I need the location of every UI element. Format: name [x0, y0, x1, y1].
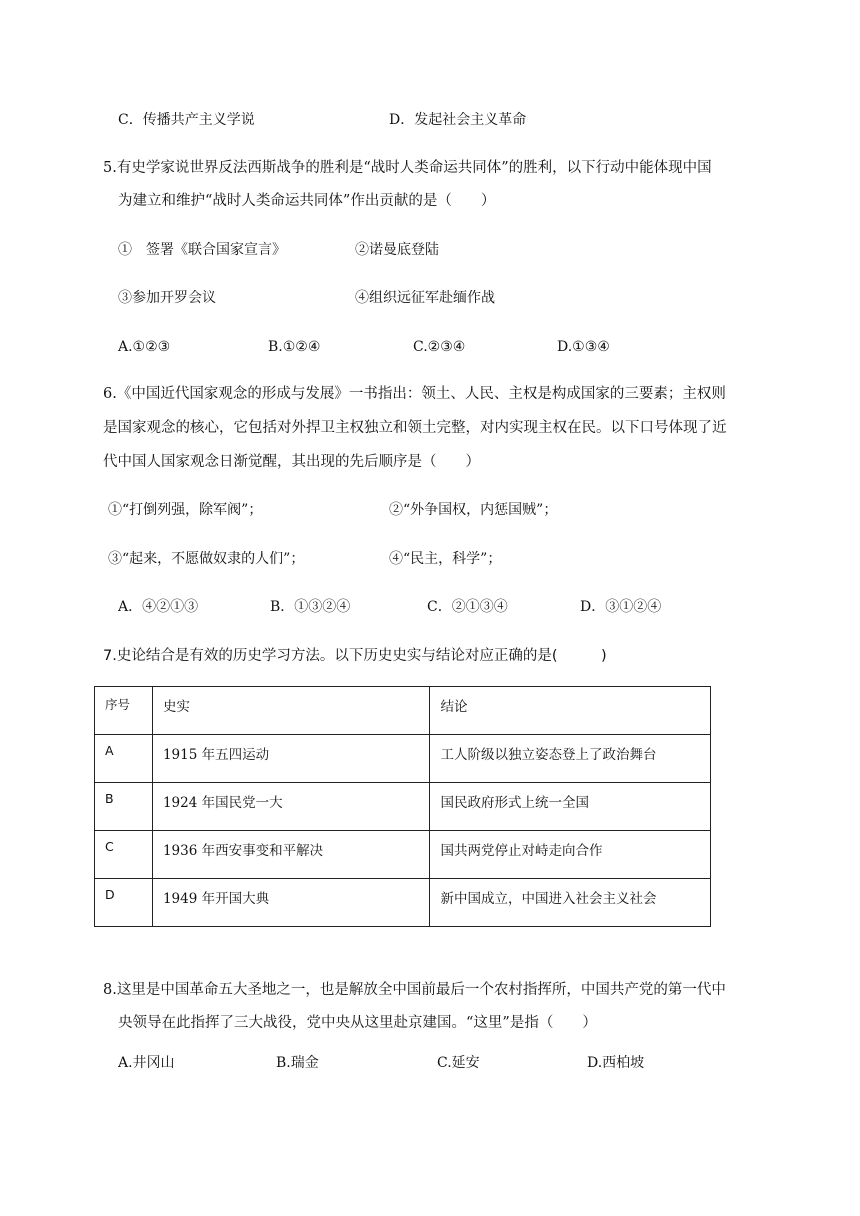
q5-item-4: ④组织远征军赴缅作战: [355, 290, 495, 306]
table-cell: B: [95, 783, 153, 831]
q6-option-a: A．④②①③: [118, 599, 199, 615]
table-row: [95, 879, 711, 927]
table-row: [95, 783, 711, 831]
table-cell: 国民政府形式上统一全国: [430, 783, 711, 831]
q5-option-d: D.①③④: [557, 339, 610, 355]
q5-item-1: ① 签署《联合国家宣言》: [118, 242, 286, 258]
table-cell: 新中国成立，中国进入社会主义社会: [430, 879, 711, 927]
q4-option-d: D．发起社会主义革命: [389, 112, 527, 128]
q8-option-a: A.井冈山: [118, 1055, 175, 1071]
q6-option-d: D．③①②④: [580, 599, 662, 615]
q5-item-2: ②诺曼底登陆: [355, 242, 439, 258]
q6-item-4: ④“民主，科学”；: [389, 551, 502, 567]
table-cell: 国共两党停止对峙走向合作: [430, 831, 711, 879]
q8-option-c: C.延安: [437, 1055, 480, 1071]
table-cell: 1949 年开国大典: [152, 879, 430, 927]
q7-stem: 7.史论结合是有效的历史学习方法。以下历史史实与结论对应正确的是( ): [103, 648, 607, 664]
table-header-cell: 序号: [95, 687, 153, 735]
table-header-row: [95, 687, 711, 735]
table-header-cell: 史实: [152, 687, 430, 735]
table-cell: A: [95, 735, 153, 783]
table-row: [95, 831, 711, 879]
q6-item-3: ③“起来，不愿做奴隶的人们”；: [108, 551, 305, 567]
q6-stem-line3: 代中国人国家观念日渐觉醒，其出现的先后顺序是（ ）: [103, 454, 480, 470]
table-cell: D: [95, 879, 153, 927]
q6-stem-line2: 是国家观念的核心，它包括对外捍卫主权独立和领土完整，对内实现主权在民。以下口号体现了近: [103, 420, 727, 436]
q6-stem-line1: 6.《中国近代国家观念的形成与发展》一书指出：领土、人民、主权是构成国家的三要素；主权则: [103, 386, 726, 402]
q5-item-3: ③参加开罗会议: [118, 290, 216, 306]
q8-stem-line2: 央领导在此指挥了三大战役，党中央从这里赴京建国。“这里”是指（ ）: [118, 1015, 597, 1031]
q6-item-2: ②“外争国权，内惩国贼”；: [389, 502, 558, 518]
table-cell: 1915 年五四运动: [152, 735, 430, 783]
table-cell: C: [95, 831, 153, 879]
q4-option-c: C．传播共产主义学说: [118, 112, 255, 128]
table-cell: 1924 年国民党一大: [152, 783, 430, 831]
table-cell: 1936 年西安事变和平解决: [152, 831, 430, 879]
q8-option-d: D.西柏坡: [587, 1055, 645, 1071]
q6-option-b: B．①③②④: [270, 599, 351, 615]
table-cell: 工人阶级以独立姿态登上了政治舞台: [430, 735, 711, 783]
q5-stem-line1: 5.有史学家说世界反法西斯战争的胜利是“战时人类命运共同体”的胜利，以下行动中能体现中国: [103, 160, 712, 176]
table-header-cell: 结论: [430, 687, 711, 735]
q5-stem-line2: 为建立和维护“战时人类命运共同体”作出贡献的是（ ）: [118, 193, 496, 209]
q6-item-1: ①“打倒列强，除军阀”；: [108, 502, 263, 518]
table-row: [95, 735, 711, 783]
history-table: [94, 686, 711, 927]
q5-option-b: B.①②④: [268, 339, 321, 355]
q8-stem-line1: 8.这里是中国革命五大圣地之一，也是解放全中国前最后一个农村指挥所，中国共产党的第一代中: [103, 982, 726, 998]
q6-option-c: C．②①③④: [427, 599, 508, 615]
q5-option-c: C.②③④: [413, 339, 466, 355]
q8-option-b: B.瑞金: [276, 1055, 319, 1071]
q5-option-a: A.①②③: [118, 339, 171, 355]
